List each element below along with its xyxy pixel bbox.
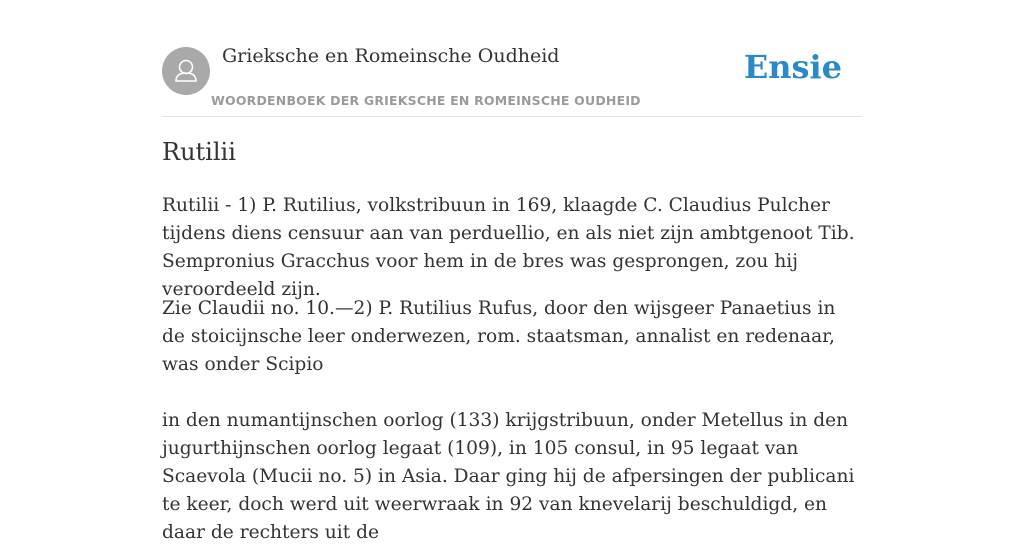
entry-title: Rutilii: [162, 138, 236, 166]
user-icon[interactable]: [162, 47, 210, 95]
entry-paragraph: in den numantijnschen oorlog (133) krijgstribuun, onder Metellus in den jugurthijnschen oorlog legaat (109), in 105 consul, in 95 legaat van Scaevola (Mucii no. 5) in Asia. Daar ging hij de afpersingen der publicani te keer, doch werd uit weerwraak in 92 van knevelarij beschuldigd, en daar de rechters uit de: [162, 410, 855, 543]
entry-paragraph: Zie Claudii no. 10.—2) P. Rutilius Rufus, door den wijsgeer Panaetius in de stoicijnsche leer onderwezen, rom. staatsman, annalist en redenaar, was onder Scipio: [162, 298, 836, 375]
header: [162, 0, 862, 117]
source-subtitle: WOORDENBOEK DER GRIEKSCHE EN ROMEINSCHE OUDHEID: [211, 93, 641, 108]
source-title[interactable]: Grieksche en Romeinsche Oudheid: [222, 45, 560, 67]
brand-logo[interactable]: Ensie: [743, 48, 842, 86]
entry-paragraph: Rutilii - 1) P. Rutilius, volkstribuun in 169, klaagde C. Claudius Pulcher tijdens diens censuur aan van perduellio, en als niet zijn ambtgenoot Tib. Sempronius Gracchus voor hem in de bres was gesprongen, zou hij veroordeeld zijn.: [162, 195, 855, 300]
page-container: [162, 0, 862, 543]
user-icon-graphic: [162, 47, 210, 95]
